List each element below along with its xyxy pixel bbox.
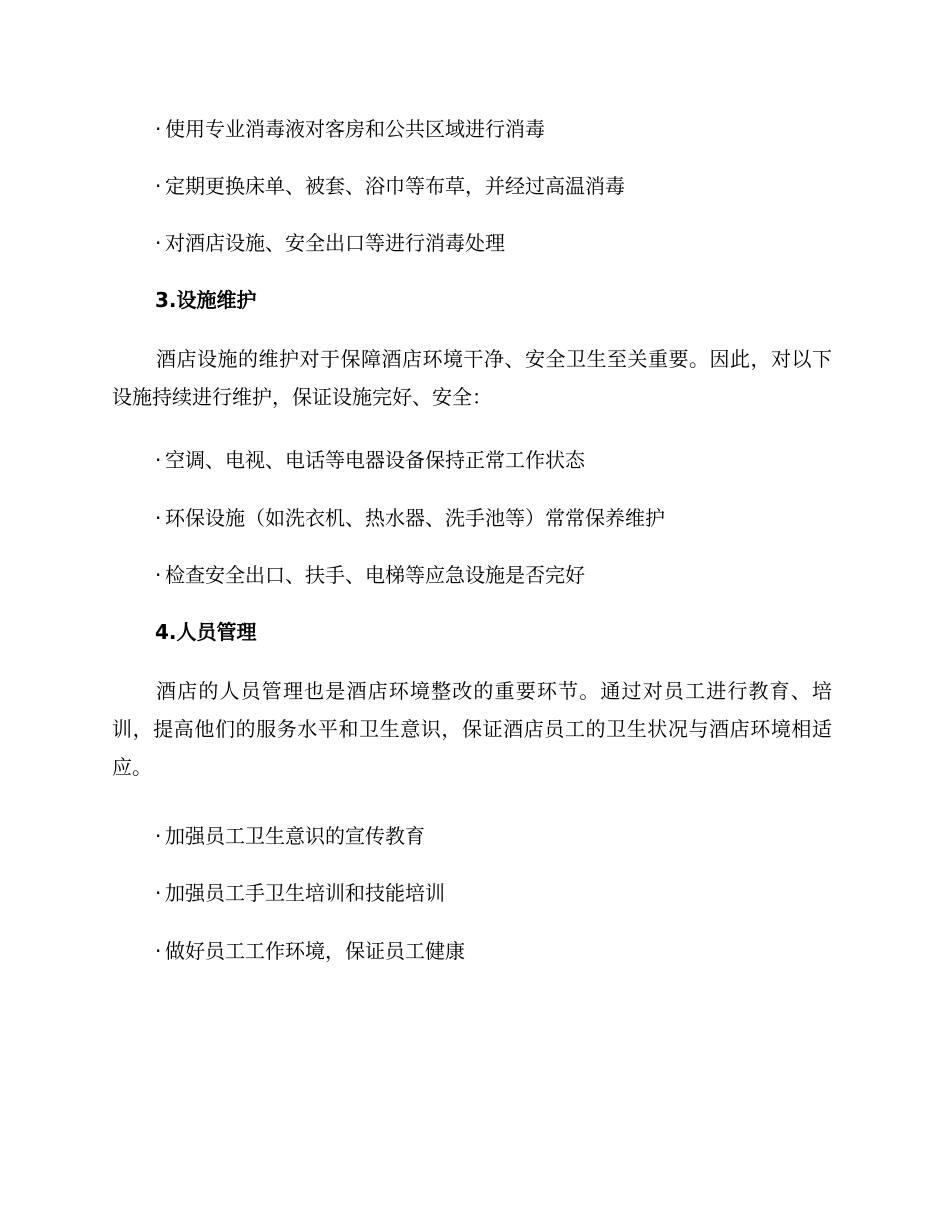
list-item-text: 使用专业消毒液对客房和公共区域进行消毒 [165,117,545,141]
list-item [155,822,425,850]
list-item-text: 加强员工手卫生培训和技能培训 [165,881,445,905]
list-item [155,172,625,200]
list-item-text: 定期更换床单、被套、浴巾等布草，并经过高温消毒 [165,174,625,198]
list-item-text: 做好员工工作环境，保证员工健康 [165,939,465,963]
bullet-marker: · [155,881,162,905]
list-item [155,504,665,532]
bullet-marker: · [155,939,162,963]
section-paragraph: 酒店的人员管理也是酒店环境整改的重要环节。通过对员工进行教育、培训，提高他们的服务水平和卫生意识，保证酒店员工的卫生状况与酒店环境相适应。 [112,679,832,779]
list-item-text: 环保设施（如洗衣机、热水器、洗手池等）常常保养维护 [165,506,665,530]
bullet-marker: · [155,506,162,530]
list-item [155,115,545,143]
section-heading: 3.设施维护 [155,288,257,312]
list-item [155,229,505,257]
bullet-marker: · [155,117,162,141]
list-item-text: 对酒店设施、安全出口等进行消毒处理 [165,231,505,255]
bullet-marker: · [155,231,162,255]
section-heading: 4.人员管理 [155,620,257,644]
list-item [155,446,585,474]
list-item-text: 空调、电视、电话等电器设备保持正常工作状态 [165,448,585,472]
list-item [155,879,445,907]
list-item [155,937,465,965]
list-item-text: 检查安全出口、扶手、电梯等应急设施是否完好 [165,563,585,587]
list-item [155,561,585,589]
bullet-marker: · [155,448,162,472]
list-item-text: 加强员工卫生意识的宣传教育 [165,824,425,848]
bullet-marker: · [155,174,162,198]
bullet-marker: · [155,824,162,848]
section-paragraph: 酒店设施的维护对于保障酒店环境干净、安全卫生至关重要。因此，对以下设施持续进行维护，保证设施完好、安全： [112,347,832,409]
bullet-marker: · [155,563,162,587]
